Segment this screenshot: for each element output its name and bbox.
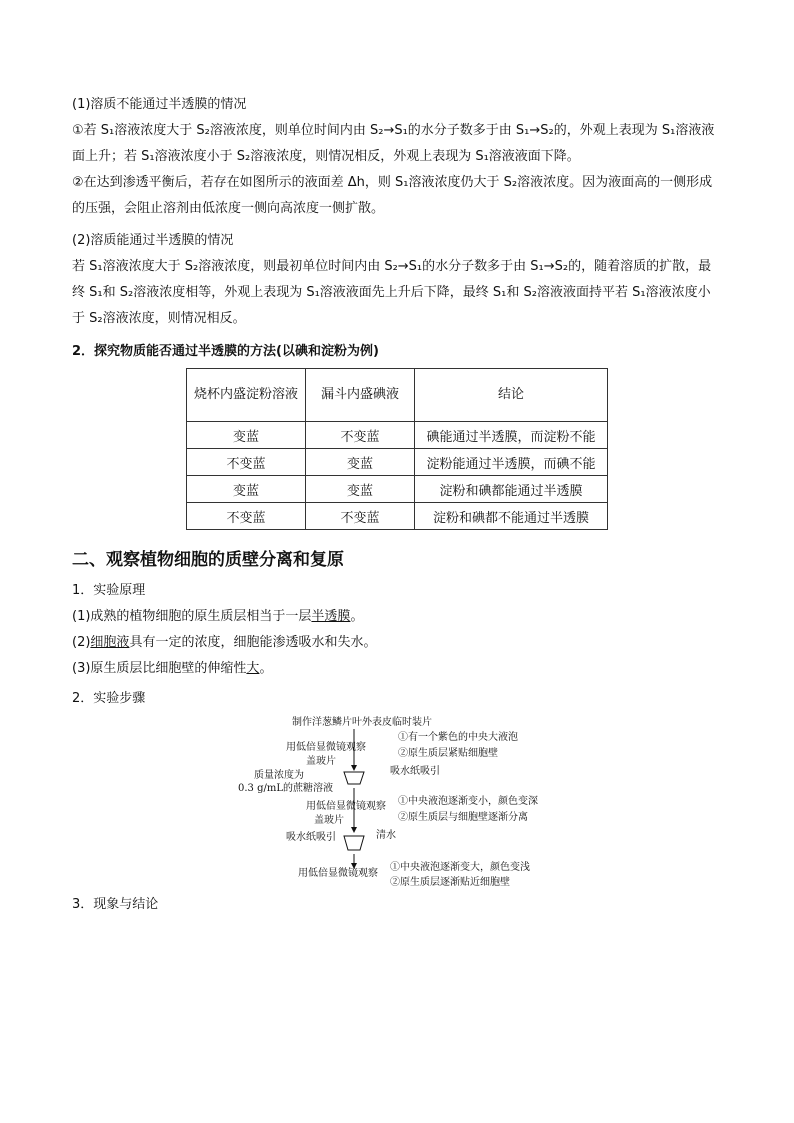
table-row — [187, 422, 608, 449]
table-cell: 变蓝 — [187, 422, 306, 449]
table-header: 漏斗内盛碘液 — [306, 369, 415, 422]
flow-observe-label-3: 用低倍显微镜观察 — [298, 868, 378, 879]
result-table — [186, 368, 608, 530]
principle-3-text: (3)原生质层比细胞壁的伸缩性 — [72, 661, 247, 676]
flow-cover-label-1: 盖玻片 — [306, 756, 336, 767]
method-title: 2．探究物质能否通过半透膜的方法(以碘和淀粉为例) — [72, 344, 379, 359]
table-cell: 淀粉能通过半透膜，而碘不能 — [415, 449, 608, 476]
section-title: 二、观察植物细胞的质壁分离和复原 — [72, 550, 344, 570]
principle-3-end: 。 — [259, 661, 273, 676]
result-title: 3．现象与结论 — [72, 897, 159, 912]
table-cell: 变蓝 — [306, 476, 415, 503]
flow-water-label: 清水 — [376, 830, 396, 841]
principle-1-key: 半透膜 — [311, 609, 351, 624]
flow-observe-label-1: 用低倍显微镜观察 — [286, 742, 366, 753]
table-cell: 不变蓝 — [187, 503, 306, 530]
flow-obs1-a: ①有一个紫色的中央大液泡 — [398, 732, 518, 743]
flow-absorb-label-1: 吸水纸吸引 — [390, 766, 440, 777]
table-cell: 变蓝 — [306, 449, 415, 476]
table-cell: 淀粉和碘都不能通过半透膜 — [415, 503, 608, 530]
table-cell: 不变蓝 — [306, 503, 415, 530]
table-cell: 变蓝 — [187, 476, 306, 503]
principle-title: 1．实验原理 — [72, 583, 146, 598]
slide-icon — [344, 772, 364, 784]
table-header: 烧杯内盛淀粉溶液 — [187, 369, 306, 422]
principle-3-key: 大 — [246, 661, 260, 676]
principle-2-end: 具有一定的浓度，细胞能渗透吸水和失水。 — [129, 635, 377, 650]
table-row — [187, 476, 608, 503]
principle-1-text: (1)成熟的植物细胞的原生质层相当于一层 — [72, 609, 312, 624]
steps-title: 2．实验步骤 — [72, 691, 146, 706]
flow-cover-label-2: 盖玻片 — [314, 815, 344, 826]
flow-obs3-b: ②原生质层逐渐贴近细胞壁 — [390, 877, 510, 888]
flow-observe-label-2: 用低倍显微镜观察 — [306, 801, 386, 812]
principle-1-end: 。 — [350, 609, 364, 624]
table-header: 结论 — [415, 369, 608, 422]
heading-solute-cannot-pass: (1)溶质不能通过半透膜的情况 — [72, 97, 247, 112]
table-row — [187, 503, 608, 530]
table-row — [187, 449, 608, 476]
flow-obs3-a: ①中央液泡逐渐变大，颜色变浅 — [390, 862, 530, 873]
principle-2 — [72, 630, 722, 656]
paragraph-case-1: ①若 S₁溶液浓度大于 S₂溶液浓度，则单位时间内由 S₂→S₁的水分子数多于由 S₁→S₂的，外观上表现为 S₁溶液液面上升；若 S₁溶液浓度小于 S₂溶液浓度，则情况相反，外观上表现为 S₁溶液液面下降。 — [72, 123, 715, 164]
flow-obs2-b: ②原生质层与细胞壁逐渐分离 — [398, 812, 528, 823]
principle-2-key: 细胞液 — [90, 635, 130, 650]
flow-obs1-b: ②原生质层紧贴细胞壁 — [398, 748, 498, 759]
flow-sucrose-label-2: 0.3 g/mL的蔗糖溶液 — [238, 783, 333, 794]
flow-top-label: 制作洋葱鳞片叶外表皮临时装片 — [292, 717, 432, 728]
paragraph-case-3: 若 S₁溶液浓度大于 S₂溶液浓度，则最初单位时间内由 S₂→S₁的水分子数多于由 S₁→S₂的，随着溶质的扩散，最终 S₁和 S₂溶液浓度相等，外观上表现为 S₁溶液液面先上升后下降，最终 S₁和 S₂溶液液面持平若 S₁溶液浓度小于 S₂溶液浓度，则情况相反。 — [72, 259, 712, 326]
table-header-row — [187, 369, 608, 422]
principle-3 — [72, 656, 722, 682]
table-cell: 不变蓝 — [306, 422, 415, 449]
paragraph-case-2: ②在达到渗透平衡后，若存在如图所示的液面差 Δh，则 S₁溶液浓度仍大于 S₂溶液浓度。因为液面高的一侧形成的压强，会阻止溶剂由低浓度一侧向高浓度一侧扩散。 — [72, 175, 713, 216]
flow-absorb-label-2: 吸水纸吸引 — [286, 832, 336, 843]
table-cell: 不变蓝 — [187, 449, 306, 476]
table-cell: 碘能通过半透膜，而淀粉不能 — [415, 422, 608, 449]
heading-solute-can-pass: (2)溶质能通过半透膜的情况 — [72, 233, 234, 248]
slide-icon — [344, 836, 364, 850]
principle-2-text: (2) — [72, 635, 91, 650]
experiment-flow-diagram — [230, 712, 570, 890]
principle-1 — [72, 604, 722, 630]
flow-sucrose-label-1: 质量浓度为 — [254, 770, 304, 781]
table-cell: 淀粉和碘都能通过半透膜 — [415, 476, 608, 503]
flow-obs2-a: ①中央液泡逐渐变小，颜色变深 — [398, 796, 538, 807]
